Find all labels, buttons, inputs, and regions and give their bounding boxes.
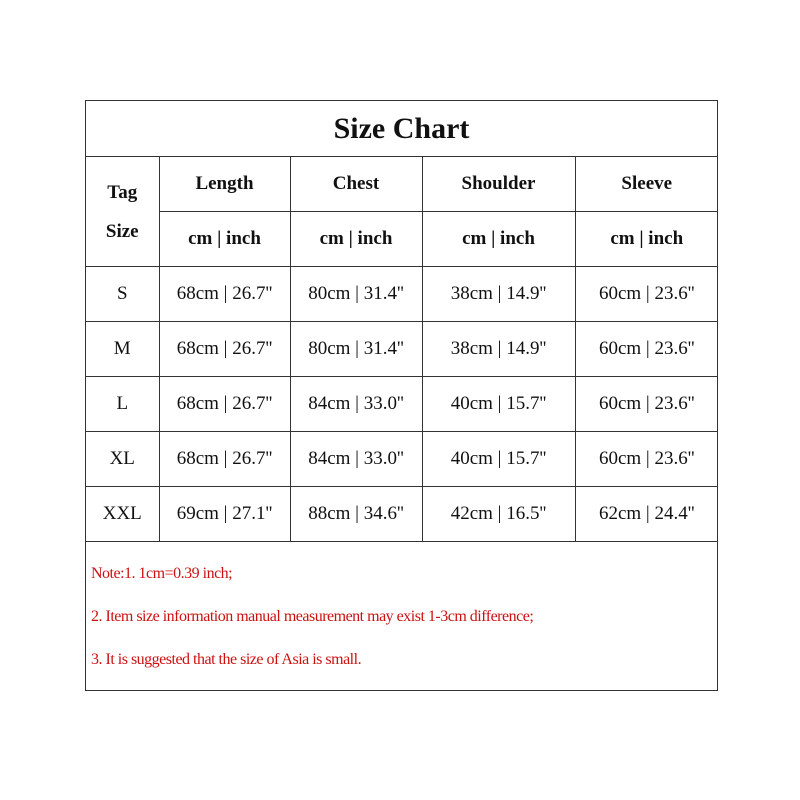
shoulder-cell: 40cm | 15.7'' xyxy=(422,432,575,487)
table-row xyxy=(86,487,718,542)
tag-label: Tag xyxy=(107,181,138,203)
shoulder-cell: 38cm | 14.9'' xyxy=(422,267,575,322)
chest-cell: 88cm | 34.6'' xyxy=(290,487,422,542)
size-cell: M xyxy=(86,322,159,377)
note-2: 2. Item size information manual measurement may exist 1-3cm difference; xyxy=(91,608,534,625)
sleeve-cell: 60cm | 23.6'' xyxy=(575,377,718,432)
table-row xyxy=(86,432,718,487)
table-row xyxy=(86,267,718,322)
chest-cell: 80cm | 31.4'' xyxy=(290,267,422,322)
sleeve-cell: 62cm | 24.4'' xyxy=(575,487,718,542)
note-3: 3. It is suggested that the size of Asia is small. xyxy=(91,651,362,668)
shoulder-cell: 42cm | 16.5'' xyxy=(422,487,575,542)
unit-sleeve: cm | inch xyxy=(575,212,718,267)
chest-cell: 80cm | 31.4'' xyxy=(290,322,422,377)
column-header-length: Length xyxy=(159,157,290,212)
size-cell: S xyxy=(86,267,159,322)
unit-row xyxy=(86,212,718,267)
header-row xyxy=(86,157,718,212)
unit-chest: cm | inch xyxy=(290,212,422,267)
size-label: Size xyxy=(105,220,139,242)
note-1: Note:1. 1cm=0.39 inch; xyxy=(91,565,233,582)
length-cell: 68cm | 26.7'' xyxy=(159,432,290,487)
sleeve-cell: 60cm | 23.6'' xyxy=(575,432,718,487)
length-cell: 68cm | 26.7'' xyxy=(159,377,290,432)
length-cell: 68cm | 26.7'' xyxy=(159,322,290,377)
size-cell: XL xyxy=(86,432,159,487)
unit-length: cm | inch xyxy=(159,212,290,267)
sleeve-cell: 60cm | 23.6'' xyxy=(575,267,718,322)
column-header-shoulder: Shoulder xyxy=(422,157,575,212)
chest-cell: 84cm | 33.0'' xyxy=(290,377,422,432)
column-header-sleeve: Sleeve xyxy=(575,157,718,212)
size-chart xyxy=(85,100,718,691)
chest-cell: 84cm | 33.0'' xyxy=(290,432,422,487)
chart-title: Size Chart xyxy=(86,101,717,157)
table-row xyxy=(86,377,718,432)
notes-section xyxy=(86,552,717,681)
unit-shoulder: cm | inch xyxy=(422,212,575,267)
table-row xyxy=(86,322,718,377)
tag-size-header xyxy=(86,157,159,267)
length-cell: 68cm | 26.7'' xyxy=(159,267,290,322)
shoulder-cell: 38cm | 14.9'' xyxy=(422,322,575,377)
size-table xyxy=(86,157,718,542)
column-header-chest: Chest xyxy=(290,157,422,212)
size-cell: XXL xyxy=(86,487,159,542)
length-cell: 69cm | 27.1'' xyxy=(159,487,290,542)
shoulder-cell: 40cm | 15.7'' xyxy=(422,377,575,432)
size-cell: L xyxy=(86,377,159,432)
sleeve-cell: 60cm | 23.6'' xyxy=(575,322,718,377)
